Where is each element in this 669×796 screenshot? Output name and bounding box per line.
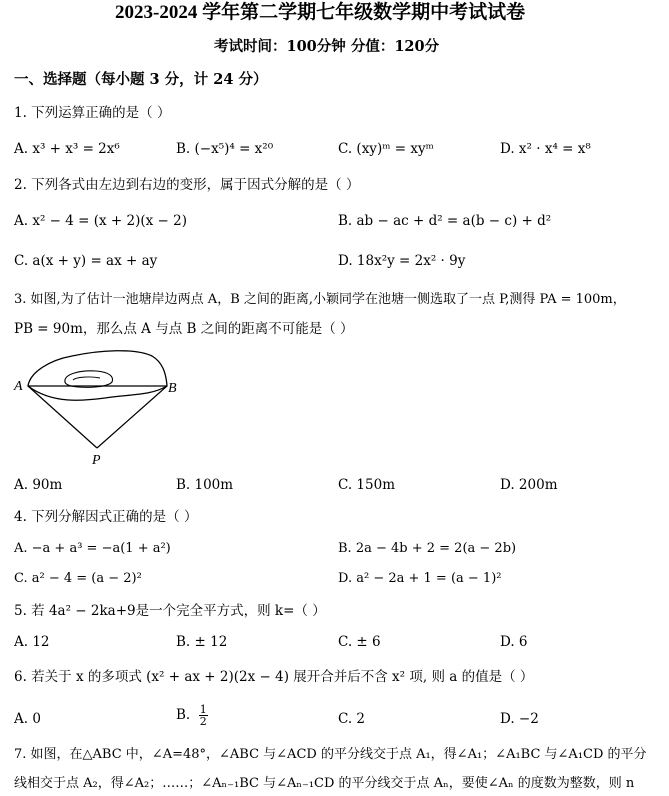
question-1-stem: 1. 下列运算正确的是（ ） <box>14 105 171 121</box>
q3-option-d: D. 200m <box>500 477 558 493</box>
pond-island <box>65 371 113 388</box>
section-heading: 一、选择题（每小题 3 分，计 24 分） <box>14 71 268 88</box>
q6-option-c: C. 2 <box>338 711 366 727</box>
point-b-label: B <box>168 381 177 396</box>
question-6-stem: 6. 若关于 x 的多项式 (x² + ax + 2)(2x − 4) 展开合并后不含 x² 项, 则 a 的值是（ ） <box>14 669 534 685</box>
q5-option-a: A. 12 <box>14 634 50 650</box>
q1-option-b: B. (−x⁵)⁴ = x²⁰ <box>176 141 274 157</box>
question-4-stem: 4. 下列分解因式正确的是（ ） <box>14 509 198 525</box>
question-5-stem: 5. 若 4a² − 2ka+9是一个完全平方式，则 k=（ ） <box>14 603 326 619</box>
exam-info: 考试时间：100分钟 分值：120分 <box>214 38 440 55</box>
q6-option-a: A. 0 <box>14 711 41 727</box>
pond-figure <box>10 350 195 468</box>
q4-option-d: D. a² − 2a + 1 = (a − 1)² <box>338 571 502 586</box>
question-3-stem-line2: PB = 90m，那么点 A 与点 B 之间的距离不可能是（ ） <box>14 321 354 337</box>
segment-pa <box>28 386 97 448</box>
q6-fraction: $\frac{1}{2}$ <box>199 703 207 728</box>
q5-option-c: C. ± 6 <box>338 634 381 650</box>
point-a-label: A <box>14 379 23 394</box>
q4-option-b: B. 2a − 4b + 2 = 2(a − 2b) <box>338 541 517 556</box>
q1-option-c: C. (xy)ᵐ = xyᵐ <box>338 141 434 157</box>
question-7-line1: 7. 如图，在△ABC 中，∠A=48°，∠ABC 与∠ACD 的平分线交于点 A₁，得∠A₁；∠A₁BC 与∠A₁CD 的平分 <box>14 747 647 762</box>
page-title: 2023-2024 学年第二学期七年级数学期中考试试卷 <box>115 2 526 23</box>
q2-option-a: A. x² − 4 = (x + 2)(x − 2) <box>14 213 187 229</box>
q3-option-c: C. 150m <box>338 477 395 493</box>
question-3-stem-line1: 3. 如图,为了估计一池塘岸边两点 A，B 之间的距离,小颖同学在池塘一侧选取了一点 P,测得 PA = 100m， <box>14 292 626 307</box>
q4-option-c: C. a² − 4 = (a − 2)² <box>14 571 142 586</box>
q6-option-b: B. $\frac{1}{2}$ <box>176 703 207 728</box>
pond-outline <box>28 351 167 401</box>
q3-option-a: A. 90m <box>14 477 63 493</box>
q5-option-d: D. 6 <box>500 634 528 650</box>
question-2-stem: 2. 下列各式由左边到右边的变形，属于因式分解的是（ ） <box>14 177 360 193</box>
q2-option-b: B. ab − ac + d² = a(b − c) + d² <box>338 213 552 229</box>
q6-option-d: D. −2 <box>500 711 539 727</box>
q3-option-b: B. 100m <box>176 477 234 493</box>
q1-option-a: A. x³ + x³ = 2x⁶ <box>14 141 120 157</box>
q5-option-b: B. ± 12 <box>176 634 228 650</box>
point-p-label: P <box>92 453 101 468</box>
question-7-line2: 线相交于点 A₂，得∠A₂；……；∠Aₙ₋₁BC 与∠Aₙ₋₁CD 的平分线交于点 Aₙ，要使∠Aₙ 的度数为整数，则 n <box>14 776 635 791</box>
q2-option-d: D. 18x²y = 2x² · 9y <box>338 253 466 269</box>
q4-option-a: A. −a + a³ = −a(1 + a²) <box>14 541 171 556</box>
q2-option-c: C. a(x + y) = ax + ay <box>14 253 158 269</box>
q1-option-d: D. x² · x⁴ = x⁸ <box>500 141 591 157</box>
